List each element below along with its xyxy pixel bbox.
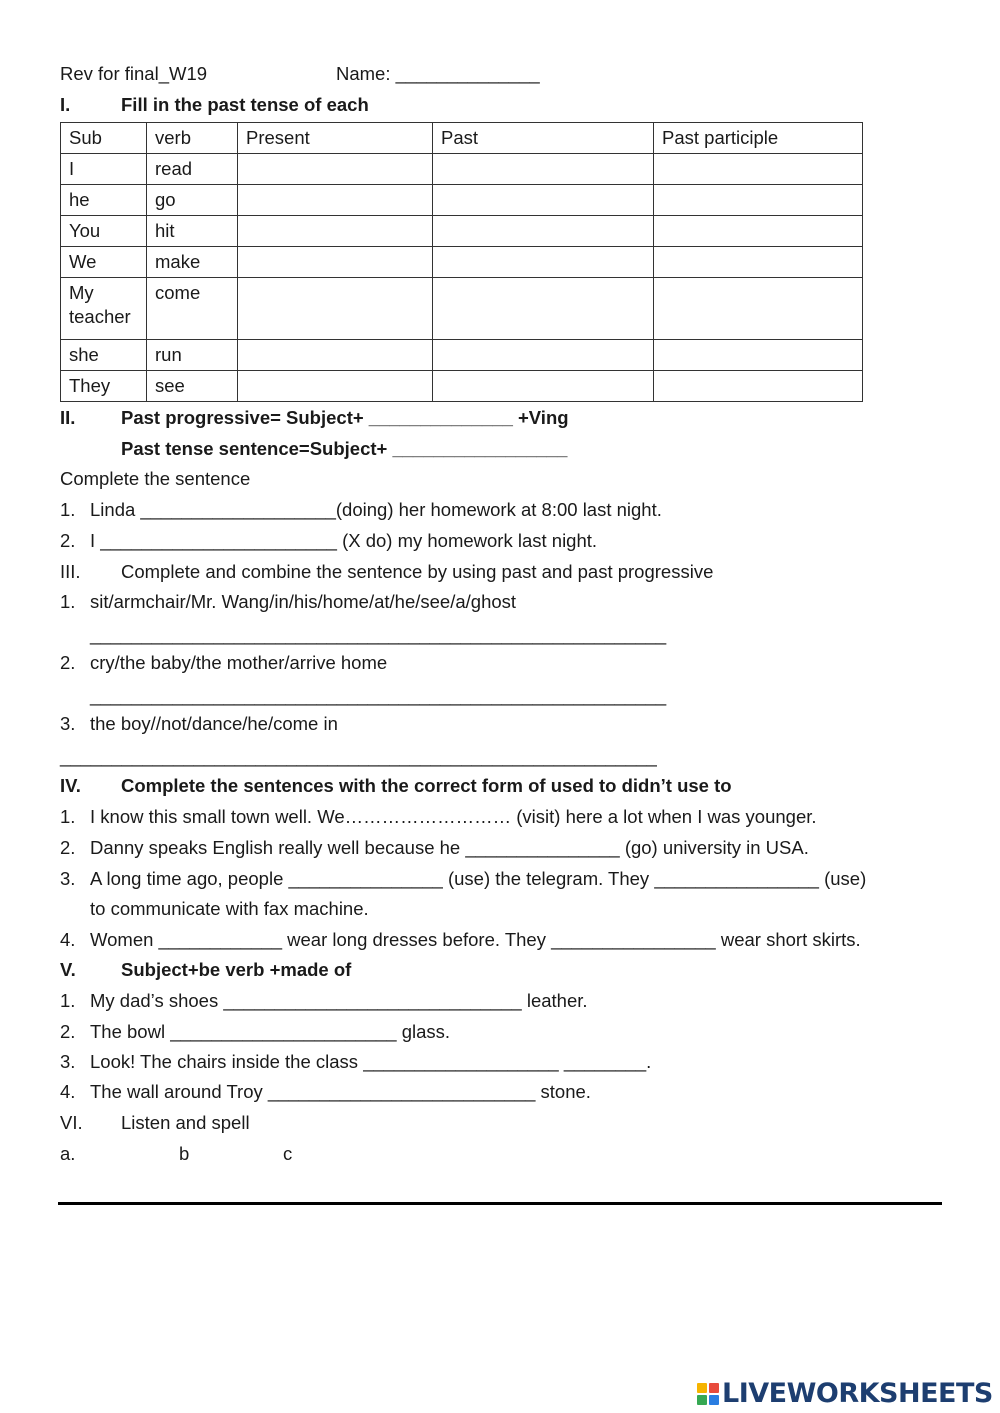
section-5-numeral: V. [60,959,76,980]
present-answer-cell[interactable] [238,371,433,402]
logo-mark-icon [697,1383,719,1405]
section-1-title: Fill in the past tense of each [121,94,369,115]
verb-table [60,122,863,402]
section-2-item-1[interactable]: Linda ___________________(doing) her homework at 8:00 last night. [90,499,662,520]
section-3-title: Complete and combine the sentence by using past and past progressive [121,561,714,582]
section-3-item-2-prompt: cry/the baby/the mother/arrive home [90,652,388,673]
subject-line-1: My [69,282,94,303]
subject-cell: We [61,247,147,278]
section-4-item-3[interactable]: A long time ago, people _______________ (use) the telegram. They ________________ (use) [90,868,867,889]
table-header-row [61,123,863,154]
section-2-item-2[interactable]: I _______________________ (X do) my homework last night. [90,530,598,551]
verb-cell: run [147,340,238,371]
item-number: 1. [60,990,76,1011]
past-participle-answer-cell[interactable] [654,371,863,402]
section-4-numeral: IV. [60,775,81,796]
spell-option-a[interactable]: a. [60,1143,76,1164]
section-2-instruction: Complete the sentence [60,468,251,489]
item-number: 2. [60,837,76,858]
past-answer-cell[interactable] [433,371,654,402]
column-header: Present [238,123,433,154]
item-number: 3. [60,1051,76,1072]
section-4-item-3-continuation: to communicate with fax machine. [90,898,369,919]
item-number: 3. [60,713,76,734]
subject-cell: he [61,185,147,216]
item-number: 4. [60,1081,76,1102]
subject-line-2: teacher [69,306,131,327]
verb-cell: come [147,278,238,340]
past-participle-answer-cell[interactable] [654,278,863,340]
past-participle-answer-cell[interactable] [654,154,863,185]
section-5-title: Subject+be verb +made of [121,959,352,980]
section-5-item-2[interactable]: The bowl ______________________ glass. [90,1021,451,1042]
table-row [61,371,863,402]
past-tense-formula[interactable]: Past tense sentence=Subject+ _________________ [121,438,568,459]
worksheet-title: Rev for final_W19 [60,63,208,84]
subject-cell: You [61,216,147,247]
past-participle-answer-cell[interactable] [654,340,863,371]
section-3-numeral: III. [60,561,81,582]
section-6-numeral: VI. [60,1112,83,1133]
column-header: Sub [61,123,147,154]
section-3-item-3-prompt: the boy//not/dance/he/come in [90,713,338,734]
past-answer-cell[interactable] [433,216,654,247]
section-5-item-3[interactable]: Look! The chairs inside the class ___________________ ________. [90,1051,652,1072]
past-answer-cell[interactable] [433,185,654,216]
logo-square [697,1383,707,1393]
present-answer-cell[interactable] [238,247,433,278]
section-1-numeral: I. [60,94,71,115]
column-header: Past [433,123,654,154]
subject-cell: I [61,154,147,185]
section-4-title: Complete the sentences with the correct form of used to didn’t use to [121,775,732,796]
verb-cell: hit [147,216,238,247]
item-number: 1. [60,499,76,520]
section-3-item-2-answer-line[interactable]: ________________________________________________________ [90,685,667,706]
present-answer-cell[interactable] [238,154,433,185]
past-answer-cell[interactable] [433,247,654,278]
table-row [61,278,863,340]
name-field[interactable]: Name: ______________ [336,63,540,84]
present-answer-cell[interactable] [238,340,433,371]
spell-option-c[interactable]: c [283,1143,293,1164]
item-number: 1. [60,806,76,827]
section-3-item-1-answer-line[interactable]: ________________________________________________________ [90,624,667,645]
past-participle-answer-cell[interactable] [654,185,863,216]
section-3-item-1-prompt: sit/armchair/Mr. Wang/in/his/home/at/he/see/a/ghost [90,591,517,612]
item-number: 4. [60,929,76,950]
present-answer-cell[interactable] [238,185,433,216]
section-4-item-4[interactable]: Women ____________ wear long dresses before. They ________________ wear short skirts. [90,929,861,950]
item-number: 3. [60,868,76,889]
logo-square [709,1395,719,1405]
subject-cell: she [61,340,147,371]
item-number: 2. [60,530,76,551]
item-number: 1. [60,591,76,612]
past-answer-cell[interactable] [433,340,654,371]
bottom-divider [58,1202,942,1205]
verb-cell: make [147,247,238,278]
past-participle-answer-cell[interactable] [654,247,863,278]
item-number: 2. [60,1021,76,1042]
past-answer-cell[interactable] [433,154,654,185]
column-header: Past participle [654,123,863,154]
table-row [61,154,863,185]
logo-square [709,1383,719,1393]
subject-cell [61,278,147,340]
present-answer-cell[interactable] [238,216,433,247]
section-3-item-3-answer-line[interactable]: __________________________________________________________ [60,746,657,767]
table-row [61,185,863,216]
section-5-item-1[interactable]: My dad’s shoes _____________________________ leather. [90,990,588,1011]
section-4-item-2[interactable]: Danny speaks English really well because he _______________ (go) university in USA. [90,837,809,858]
table-row [61,247,863,278]
verb-cell: see [147,371,238,402]
logo-square [697,1395,707,1405]
section-4-item-1[interactable]: I know this small town well. We……………………… (visit) here a lot when I was younger. [90,806,817,827]
section-2-numeral: II. [60,407,76,428]
table-row [61,216,863,247]
item-number: 2. [60,652,76,673]
liveworksheets-logo [697,1378,993,1409]
past-participle-answer-cell[interactable] [654,216,863,247]
past-progressive-formula[interactable]: Past progressive= Subject+ ______________ +Ving [121,407,569,428]
present-answer-cell[interactable] [238,278,433,340]
table-row [61,340,863,371]
verb-cell: read [147,154,238,185]
verb-cell: go [147,185,238,216]
past-answer-cell[interactable] [433,278,654,340]
spell-option-b[interactable]: b [179,1143,190,1164]
column-header: verb [147,123,238,154]
logo-text: LIVEWORKSHEETS [722,1378,993,1409]
section-5-item-4[interactable]: The wall around Troy __________________________ stone. [90,1081,591,1102]
section-6-title: Listen and spell [121,1112,250,1133]
subject-cell: They [61,371,147,402]
